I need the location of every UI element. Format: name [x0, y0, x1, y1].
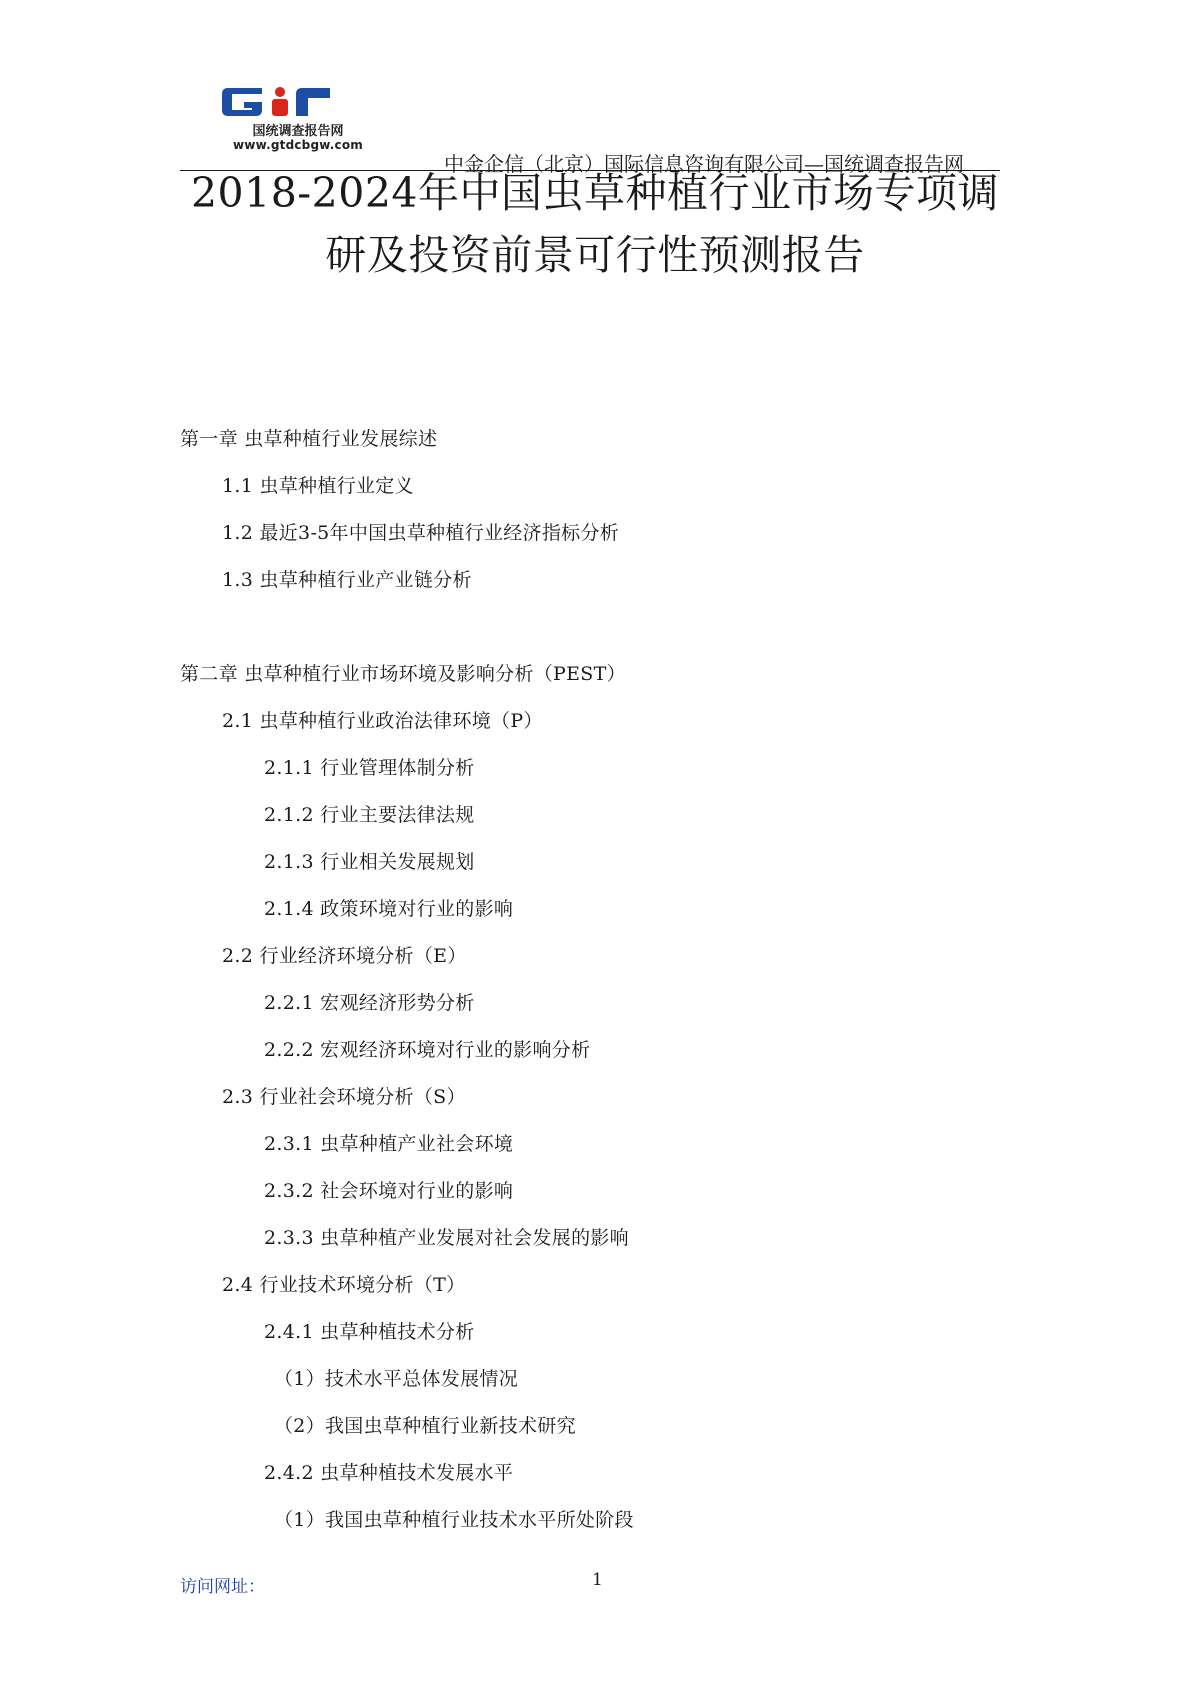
- toc-entry: 2.1.2 行业主要法律法规: [264, 804, 475, 826]
- logo-mark-icon: [218, 84, 378, 124]
- toc-entry: （2）我国虫草种植行业新技术研究: [274, 1415, 576, 1437]
- toc-entry: 2.4.1 虫草种植技术分析: [264, 1321, 475, 1343]
- title-line-1: 2018-2024年中国虫草种植行业市场专项调: [190, 169, 1000, 217]
- toc-entry: 2.3 行业社会环境分析（S）: [222, 1086, 466, 1108]
- title-line-2: 研及投资前景可行性预测报告: [325, 231, 865, 279]
- toc-entry: 2.1.3 行业相关发展规划: [264, 851, 475, 873]
- toc-entry: 2.2 行业经济环境分析（E）: [222, 945, 467, 967]
- toc-entry: 2.4 行业技术环境分析（T）: [222, 1274, 466, 1296]
- toc-entry: 2.2.2 宏观经济环境对行业的影响分析: [264, 1039, 591, 1061]
- toc-entry: 1.1 虫草种植行业定义: [222, 475, 414, 497]
- page-number: 1: [592, 1570, 603, 1590]
- toc-entry: 2.1.4 政策环境对行业的影响: [264, 898, 514, 920]
- toc-chapter: 第二章 虫草种植行业市场环境及影响分析（PEST）: [180, 663, 626, 685]
- toc-chapter: 第一章 虫草种植行业发展综述: [180, 428, 438, 450]
- toc-entry: 2.1.1 行业管理体制分析: [264, 757, 475, 779]
- toc-entry: 1.3 虫草种植行业产业链分析: [222, 569, 472, 591]
- toc-entry: 2.2.1 宏观经济形势分析: [264, 992, 475, 1014]
- toc-entry: 2.4.2 虫草种植技术发展水平: [264, 1462, 514, 1484]
- header-company: 中金企信（北京）国际信息咨询有限公司—国统调查报告网: [444, 152, 964, 176]
- toc-entry: （1）技术水平总体发展情况: [274, 1368, 518, 1390]
- logo-name: 国统调查报告网: [252, 124, 344, 139]
- toc-entry: 2.3.3 虫草种植产业发展对社会发展的影响: [264, 1227, 629, 1249]
- toc-entry: 2.3.1 虫草种植产业社会环境: [264, 1133, 514, 1155]
- logo-url: www.gtdcbgw.com: [233, 138, 363, 152]
- document-title: [150, 162, 1040, 286]
- toc-entry: 2.3.2 社会环境对行业的影响: [264, 1180, 514, 1202]
- toc-entry: （1）我国虫草种植行业技术水平所处阶段: [274, 1509, 634, 1531]
- footer-visit-label: 访问网址：: [180, 1577, 265, 1597]
- toc-entry: 1.2 最近3-5年中国虫草种植行业经济指标分析: [222, 522, 620, 544]
- toc-entry: 2.1 虫草种植行业政治法律环境（P）: [222, 710, 543, 732]
